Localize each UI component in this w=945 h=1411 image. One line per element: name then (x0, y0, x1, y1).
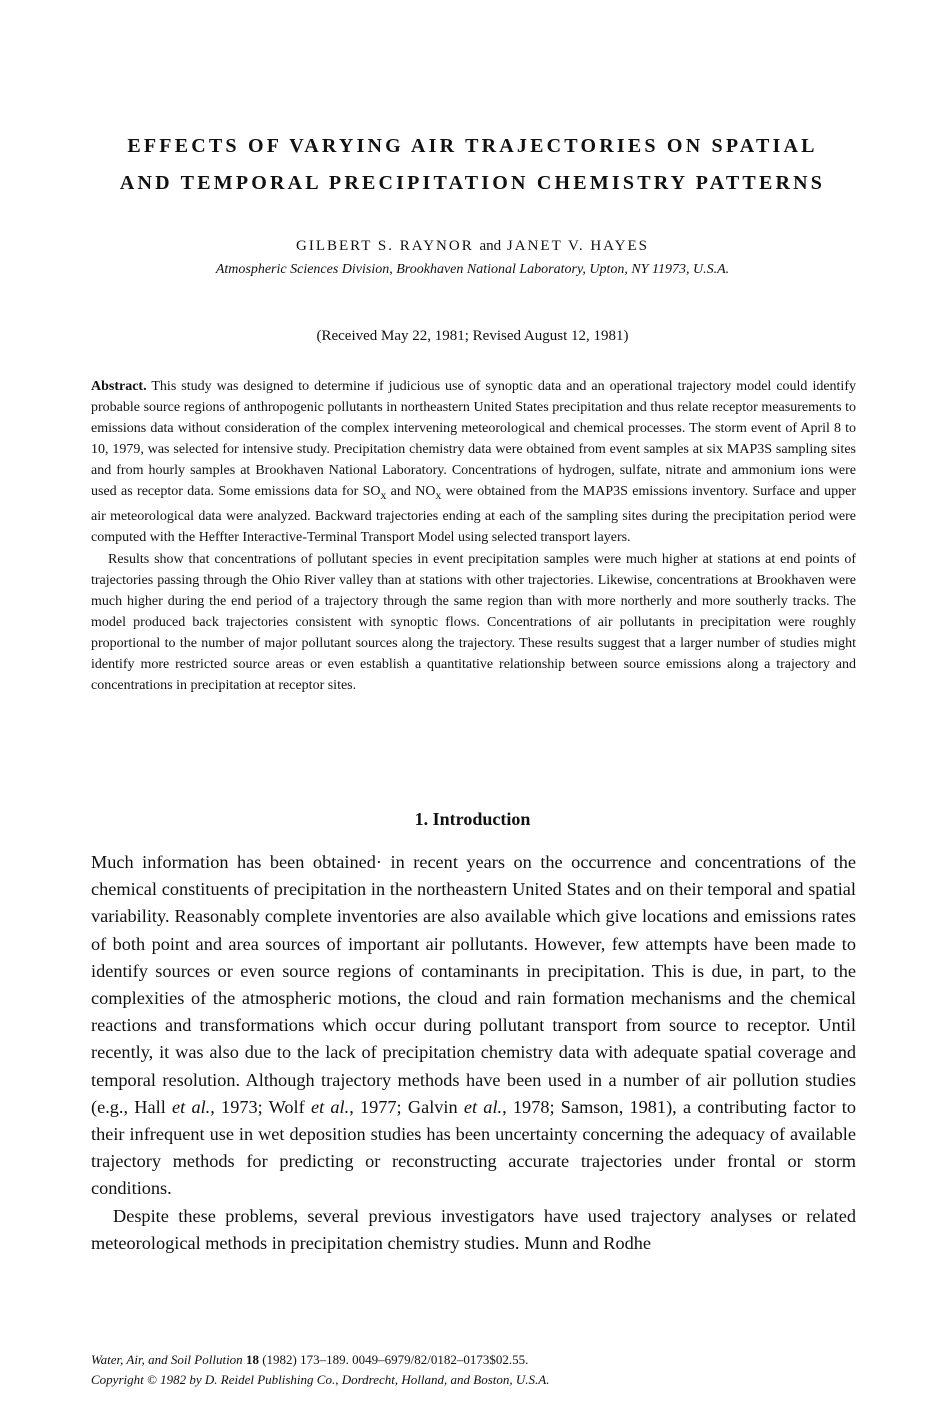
body-paragraph-1 (91, 849, 856, 1203)
author-conjunction: and (479, 238, 502, 254)
paper-title-line-2: AND TEMPORAL PRECIPITATION CHEMISTRY PATTERNS (119, 172, 826, 194)
paper-title-line-1: EFFECTS OF VARYING AIR TRAJECTORIES ON SPATIAL (127, 135, 818, 157)
body-text (91, 849, 856, 1257)
author-line (0, 238, 945, 255)
abstract-text-c: were obtained from the MAP3S emissions inventory. Surface and upper air meteorological data were analyzed. Backward trajectories ending at each of the sampling sites during the precipitation period were computed with the Heffter Interactive-Terminal Transport Model using selected transport layers. (91, 484, 857, 546)
journal-name: Water, Air, and Soil Pollution (91, 1352, 243, 1367)
body-paragraph-2: Despite these problems, several previous investigators have used trajectory analyses or related meteorological methods in precipitation chemistry studies. Munn and Rodhe (91, 1205, 856, 1253)
body-text-a: Much information has been obtained· in recent years on the occurrence and concentrations of the chemical constituents of precipitation in the northeastern United States and on their temporal and spatial variability. Reasonably complete inventories are also available which give locations and emissions rates of both point and area sources of important air pollutants. However, few attempts have been made to identify sources or even source regions of contaminants in precipitation. This is due, in part, to the complexities of the atmospheric motions, the cloud and rain formation mechanisms and the chemical reactions and transformations which occur during pollutant transport from source to receptor. Until recently, it was also due to the lack of precipitation chemistry data with adequate spatial coverage and temporal resolution. Although trajectory methods have been used in a number of air pollution studies (e.g., Hall (91, 852, 856, 1117)
abstract-text-a: This study was designed to determine if judicious use of synoptic data and an operational trajectory model could identify probable source regions of anthropogenic pollutants in northeastern United States precipitation and thus relate receptor measurements to emissions data without consideration of the complex intervening meteorological and chemical processes. The storm event of April 8 to 10, 1979, was selected for intensive study. Precipitation chemistry data were obtained from event samples at six MAP3S sampling sites and from hourly samples at Brookhaven National Laboratory. Concentrations of hydrogen, sulfate, nitrate and ammonium ions were used as receptor data. Some emissions data for SO (91, 379, 856, 500)
journal-volume: 18 (245, 1352, 259, 1367)
abstract-paragraph-2: Results show that concentrations of pollutant species in event precipitation samples were much higher at stations at end points of trajectories passing through the Ohio River valley than at stations with other trajectories. Likewise, concentrations at Brookhaven were much higher during the end period of a trajectory through the same region than with more northerly and more southerly tracks. The model produced back trajectories consistent with synoptic flows. Concentrations of air pollutants in precipitation were roughly proportional to the number of major pollutant sources along the trajectory. These results suggest that a larger number of studies might identify more restricted source areas or even establish a quantitative relationship between source emissions along a trajectory and concentrations in precipitation at receptor sites. (91, 551, 856, 694)
page-footer (91, 1350, 856, 1390)
author-2: JANET V. HAYES (506, 238, 649, 254)
section-heading: 1. Introduction (414, 809, 531, 829)
copyright-notice: Copyright © 1982 by D. Reidel Publishing Co., Dordrecht, Holland, and Boston, U.S.A. (91, 1372, 550, 1387)
body-text-d: , 1978; Samson, 1981), a contributing factor to their infrequent use in wet deposition studies has been uncertainty concerning the adequacy of available trajectory methods for predicting or reconstructing accurate trajectories under frontal or storm conditions. (91, 1096, 856, 1199)
body-text-c: , 1977; Galvin (349, 1096, 464, 1117)
subscript-x: x (435, 489, 442, 503)
abstract (91, 376, 856, 696)
body-text-b: , 1973; Wolf (210, 1096, 311, 1117)
citation-details: (1982) 173–189. 0049–6979/82/0182–0173$02.55. (258, 1352, 529, 1367)
citation-et-al: et al. (172, 1096, 211, 1117)
abstract-paragraph-1 (91, 376, 856, 549)
journal-citation (91, 1350, 856, 1370)
author-1: GILBERT S. RAYNOR (296, 238, 474, 254)
citation-et-al: et al. (463, 1096, 503, 1117)
received-dates: (Received May 22, 1981; Revised August 12, 1981) (316, 328, 629, 344)
abstract-label: Abstract. (91, 379, 147, 394)
subscript-x: x (380, 489, 387, 503)
affiliation: Atmospheric Sciences Division, Brookhaven National Laboratory, Upton, NY 11973, U.S.A. (215, 262, 730, 277)
abstract-text-b: and NO (386, 484, 436, 500)
citation-et-al: et al. (310, 1096, 350, 1117)
